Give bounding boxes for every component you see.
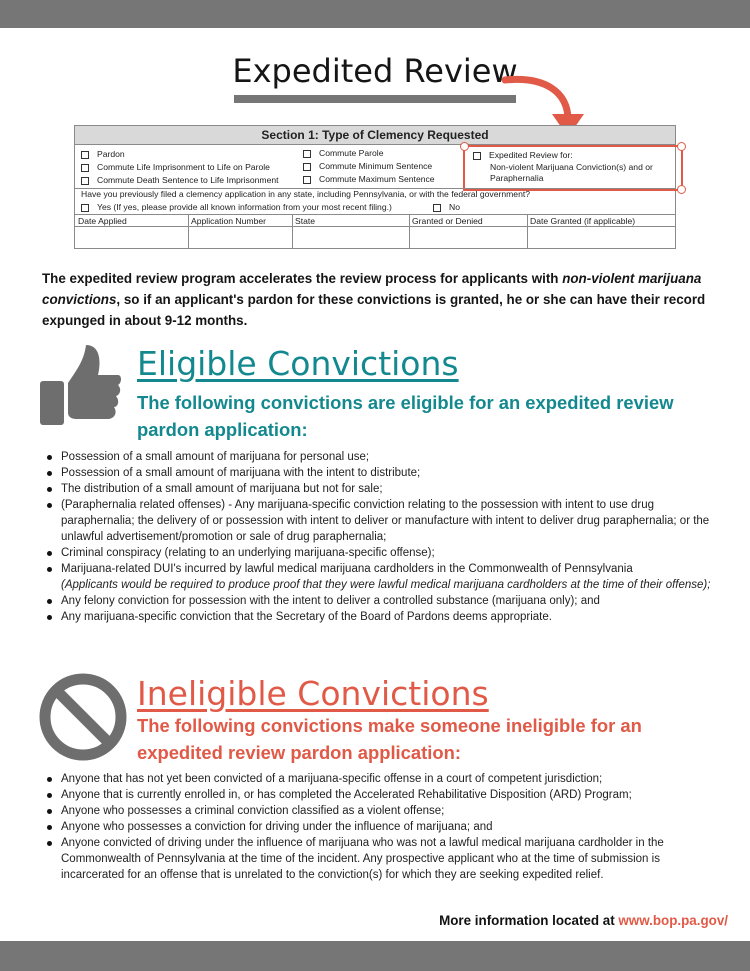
column-date-applied: Date Applied (75, 215, 189, 248)
expedited-review-highlight (463, 145, 683, 191)
checkbox-icon (303, 163, 311, 171)
intro-paragraph: The expedited review program accelerates the review process for applicants with non-violent marijuana convictions, so if an applicant's pardon for these convictions is granted, he or she can have their record expunged in about 9-12 months. (42, 271, 706, 328)
option-yes: Yes (If yes, please provide all known information from your most recent filing.) (81, 202, 392, 212)
column-granted-denied: Granted or Denied (409, 215, 528, 248)
selection-handle (677, 185, 686, 194)
list-item: (Paraphernalia related offenses) - Any marijuana-specific conviction relating to the possession with intent to use drug paraphernalia; the delivery of or possession with intent to deliver or manufacture with intent to deliver drug paraphernalia; or the unlawful advertisement/promotion or sale of drug paraphernalia; (44, 497, 714, 545)
prior-application-table (75, 215, 675, 248)
list-item: Anyone that has not yet been convicted of a marijuana-specific offense in a court of competent jurisdiction; (44, 771, 714, 787)
ineligible-subheading: The following convictions make someone ineligible for an expedited review pardon application: (137, 715, 642, 763)
table-row-divider (75, 226, 675, 227)
option-commute-parole: Commute Parole (303, 148, 383, 158)
column-application-number: Application Number (188, 215, 293, 248)
column-state: State (292, 215, 410, 248)
list-item: Any marijuana-specific conviction that the Secretary of the Board of Pardons deems appropriate. (44, 609, 714, 625)
expedited-detail-line: Non-violent Marijuana Conviction(s) and or (490, 162, 653, 172)
prior-application-question: Have you previously filed a clemency application in any state, including Pennsylvania, or with the federal government? (81, 189, 531, 199)
footer-info: More information located at www.bop.pa.gov/ (439, 913, 728, 928)
checkbox-icon (81, 177, 89, 185)
option-commute-death: Commute Death Sentence to Life Imprisonment (81, 175, 279, 185)
expedited-detail-line: Paraphernalia (490, 173, 544, 183)
option-no: No (433, 202, 460, 212)
option-commute-minimum: Commute Minimum Sentence (303, 161, 432, 171)
checkbox-icon (433, 204, 441, 212)
clemency-form-snippet (74, 125, 676, 249)
checkbox-icon (81, 164, 89, 172)
checkbox-icon (81, 151, 89, 159)
list-item: Anyone who possesses a conviction for driving under the influence of marijuana; and (44, 819, 714, 835)
eligible-heading: Eligible Convictions (137, 344, 459, 383)
eligible-subheading: The following convictions are eligible for an expedited review pardon application: (137, 392, 674, 440)
website-link[interactable]: www.bop.pa.gov/ (618, 913, 728, 928)
list-item: Possession of a small amount of marijuana for personal use; (44, 449, 714, 465)
prohibited-icon (38, 672, 128, 762)
selection-handle (460, 142, 469, 151)
eligible-list (44, 449, 714, 625)
list-item: The distribution of a small amount of marijuana but not for sale; (44, 481, 714, 497)
option-commute-life: Commute Life Imprisonment to Life on Parole (81, 162, 270, 172)
option-pardon: Pardon (81, 149, 125, 159)
list-item: Possession of a small amount of marijuana with the intent to distribute; (44, 465, 714, 481)
column-date-granted: Date Granted (if applicable) (530, 216, 636, 226)
dui-note: (Applicants would be required to produce proof that they were lawful medical marijuana cardholders at the time of their offense); (61, 579, 711, 591)
page-title: Expedited Review (232, 52, 518, 90)
option-commute-maximum: Commute Maximum Sentence (303, 174, 435, 184)
ineligible-list (44, 771, 714, 883)
bottom-band (0, 941, 750, 971)
ineligible-heading: Ineligible Convictions (137, 674, 489, 713)
checkbox-icon (81, 204, 89, 212)
checkbox-icon (473, 152, 481, 160)
form-section-title: Section 1: Type of Clemency Requested (75, 126, 675, 145)
list-item: Anyone that is currently enrolled in, or has completed the Accelerated Rehabilitative Disposition (ARD) Program; (44, 787, 714, 803)
thumbs-up-icon (38, 343, 122, 433)
list-item: Anyone who possesses a criminal conviction classified as a violent offense; (44, 803, 714, 819)
checkbox-icon (303, 176, 311, 184)
checkbox-icon (303, 150, 311, 158)
option-expedited-review: Expedited Review for: (473, 150, 573, 160)
list-item: Marijuana-related DUI's incurred by lawful medical marijuana cardholders in the Commonwealth of Pennsylvania (Applicants would be required to produce proof that they were lawful medical marijuana cardholders at the time of their offense); (44, 561, 714, 593)
selection-handle (677, 142, 686, 151)
list-item: Any felony conviction for possession with the intent to deliver a controlled substance (marijuana only); and (44, 593, 714, 609)
list-item: Anyone convicted of driving under the influence of marijuana who was not a lawful medical marijuana cardholder in the Commonwealth of Pennsylvania at the time of the incident. Any prospective applicant who at the time of submission is incarcerated for an offense that is unrelated to the conviction(s) for which they are seeking expedited relief. (44, 835, 714, 883)
list-item: Criminal conspiracy (relating to an underlying marijuana-specific offense); (44, 545, 714, 561)
